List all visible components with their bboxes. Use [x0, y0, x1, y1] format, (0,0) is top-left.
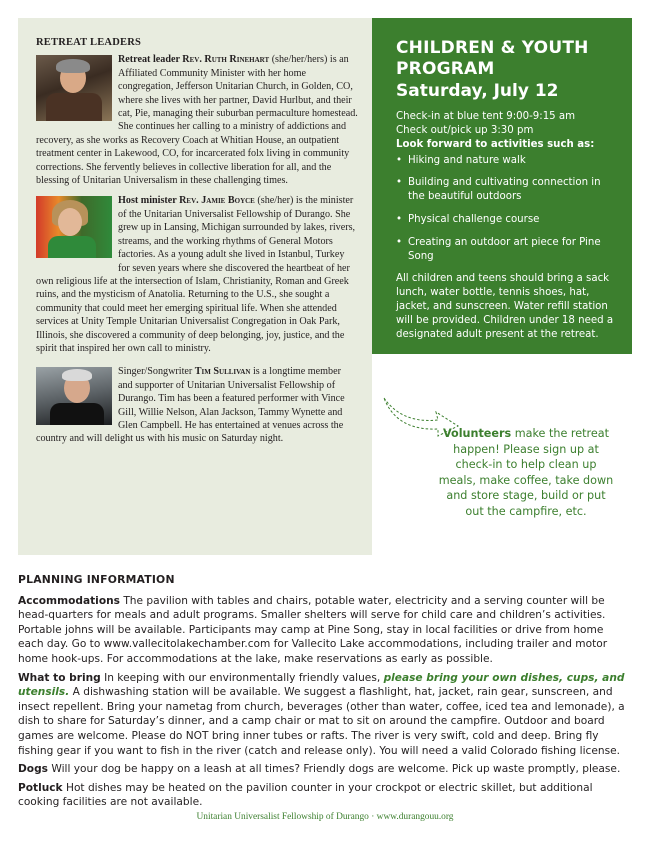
tim-sullivan-name: Tim Sullivan [194, 366, 251, 378]
bio-ruth-rinehart-text: Retreat leader Rev. Ruth Rinehart (she/her/hers) is an Affiliated Community Minister with her home congregation, Jefferson Unitarian Church, in Golden, CO, where she lives with her partner, David Hurlbut, and their cat, Pie, managing their suburban permaculture homestead. She continues her calling to a ministry of addictions and recovery, as she works as Recovery Coach at Whitian House, an outpatient treatment center in Lakewood, CO, for incarcerated folx living in community corrections. She fervently believes in collective liberation for all, and the blessing of Unitarian Universalism in these challenging times. [36, 54, 358, 187]
tim-sullivan-photo [36, 367, 112, 425]
youth-bring-note: All children and teens should bring a sack lunch, water bottle, tennis shoes, hat, jacket, and sunscreen. Water refill station will be provided. Children under 18 need a designated adult present at the retreat. [396, 273, 614, 340]
what-to-bring-paragraph: What to bring In keeping with our environmentally friendly values, please bring your own dishes, cups, and utensils. A dishwashing station will be available. We suggest a flashlight, hat, jacket, rain gear, sunscreen, and insect repellent. Bring your nametag from church, beverages (other than water, coffee, iced tea and lemonade), a dish to share for Saturday’s dinner, and a camp chair or mat to sit on around the campfire. Outdoor and board games are welcome. Please do NOT bring inner tubes or rafts. The river is very swift, cold and deep. Bring fly fishing gear if you want to fish in the river (catch and release only). You will need a valid Colorado fishing license. [18, 671, 625, 757]
bio-jamie-boyce-text: Host minister Rev. Jamie Boyce (she/her) is the minister of the Unitarian Universalist Fellowship of Durango. She grew up in Lansing, Michigan surrounded by lakes, rivers, streams, and the working rhythms of General Motors factories. As a young adult she lived in Istanbul, Turkey for seven years where she discovered the heartbeat of her own religious life at the intersection of Islam, Christianity, Roman and Greek ruins, and the mysticism of Anatolia. Returning to the U.S., she sought a community that could meet her emerging spiritual life. When she attended services at Unity Temple Unitarian Universalist Congregation in Oak Park, Illinois, she discovered a community of deep belonging, joy, justice, and the spirit that inspired her own call to ministry. [36, 195, 356, 354]
bio-tim-sullivan-text: Singer/Songwriter Tim Sullivan is a longtime member and supporter of Unitarian Universalist Fellowship of Durango. Tim has been a featured performer with Vince Gill, Willie Nelson, Alan Jackson, Tammy Wynette and Glen Campbell. He has entertained at venues across the country and will delight us with his music on Saturday night. [36, 366, 345, 445]
ruth-rinehart-name: Rev. Ruth Rinehart [182, 54, 270, 66]
retreat-leaders-panel [18, 18, 372, 555]
volunteers-callout: Volunteers make the retreat happen! Please sign up at check-in to help clean up meals, make coffee, take down and store stage, build or put out the campfire, etc. [438, 427, 614, 518]
planning-heading: PLANNING INFORMATION [18, 573, 175, 586]
accommodations-paragraph: Accommodations The pavilion with tables and chairs, potable water, electricity and a serving counter will be head-quarters for meals and adult programs. Smaller shelters will serve for child care and children’s activities. Portable johns will be available. Participants may camp at Pine Song, stay in local facilities or drive from home each day. Go to www.vallecitolakechamber.com for Vallecito Lake accommodations, including trailer and motor home hook-ups. For accommodations at the lake, make reservations as early as possible. [18, 594, 608, 665]
potluck-paragraph: Potluck Hot dishes may be heated on the pavilion counter in your crockpot or electric skillet, but additional cooking facilities are not available. [18, 781, 593, 809]
ruth-rinehart-photo [36, 55, 112, 121]
activity-item: • Building and cultivating connection in the beautiful outdoors [396, 176, 620, 204]
retreat-leaders-heading: RETREAT LEADERS [36, 37, 142, 48]
dogs-paragraph: Dogs Will your dog be happy on a leash at all times? Friendly dogs are welcome. Pick up waste promptly, please. [18, 763, 621, 776]
bio-jamie-boyce [36, 194, 358, 355]
youth-program-date: Saturday, July 12 [396, 81, 559, 101]
activity-item: • Physical challenge course [396, 213, 620, 227]
children-youth-panel [372, 18, 632, 354]
bio-ruth-rinehart [36, 53, 358, 187]
activities-heading: Look forward to activities such as: [396, 138, 595, 150]
volunteers-bold: Volunteers [442, 427, 512, 440]
footer: Unitarian Universalist Fellowship of Durango · www.durangouu.org [196, 812, 454, 822]
activities-list [396, 154, 620, 264]
checkout-time: Check out/pick up 3:30 pm [396, 124, 534, 136]
planning-information [18, 573, 632, 814]
youth-program-title: CHILDREN & YOUTH PROGRAM [396, 38, 589, 79]
activity-item: • Creating an outdoor art piece for Pine Song [396, 236, 620, 264]
bio-tim-sullivan [36, 365, 358, 445]
activity-item: • Hiking and nature walk [396, 154, 620, 168]
jamie-boyce-name: Rev. Jamie Boyce [179, 195, 255, 207]
jamie-boyce-photo [36, 196, 112, 258]
checkin-time: Check-in at blue tent 9:00-9:15 am [396, 111, 576, 122]
